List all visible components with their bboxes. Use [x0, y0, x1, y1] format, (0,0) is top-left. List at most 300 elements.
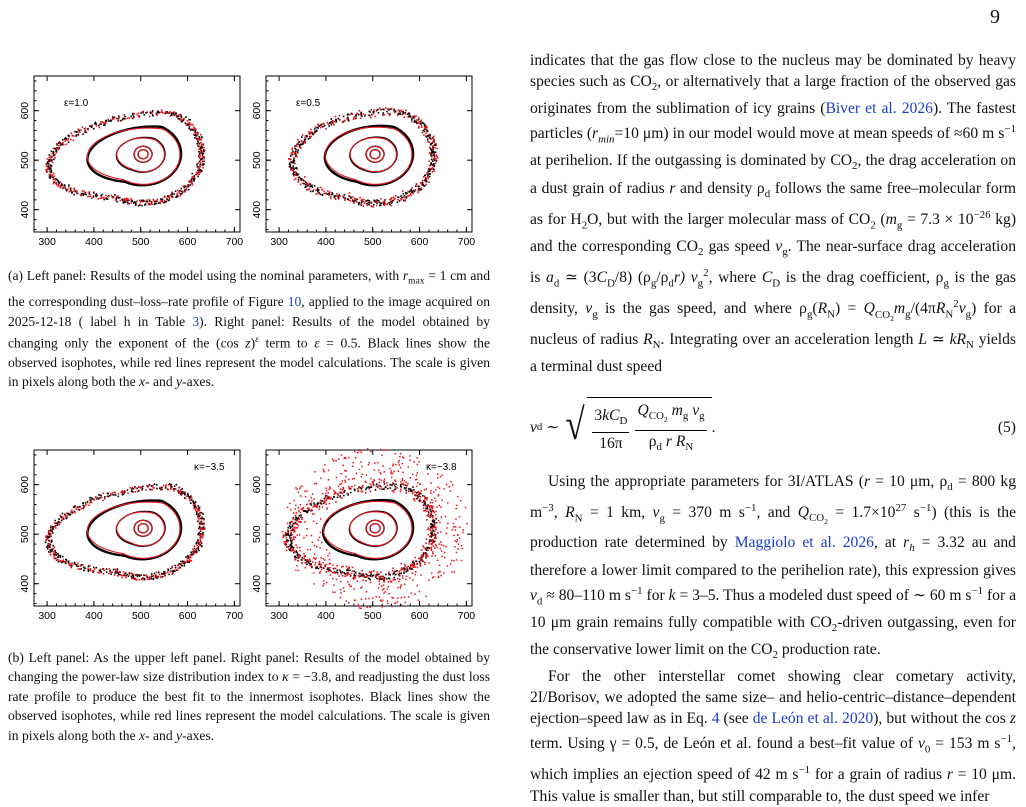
model-point — [434, 530, 436, 532]
model-point — [53, 556, 55, 558]
model-point — [344, 120, 346, 122]
model-point — [65, 188, 67, 190]
model-point — [408, 491, 410, 493]
model-point — [417, 192, 419, 194]
model-point — [196, 172, 198, 174]
model-point — [361, 203, 363, 205]
model-point — [177, 569, 179, 571]
observed-point — [118, 574, 120, 576]
model-point — [437, 547, 439, 549]
model-point — [346, 566, 348, 568]
model-point — [380, 198, 382, 200]
observed-point — [392, 573, 394, 575]
model-point — [440, 506, 442, 508]
observed-point — [201, 136, 203, 138]
model-point — [342, 487, 344, 489]
model-point — [314, 132, 316, 134]
model-point — [320, 557, 322, 559]
model-point — [119, 117, 121, 119]
model-point — [319, 537, 321, 539]
observed-point — [49, 549, 51, 551]
observed-point — [200, 518, 202, 520]
observed-point — [309, 137, 311, 139]
model-point — [201, 164, 203, 166]
model-point — [184, 118, 186, 120]
model-point — [413, 566, 415, 568]
observed-point — [88, 566, 90, 568]
model-point — [333, 572, 335, 574]
observed-point — [105, 121, 107, 123]
model-point — [402, 456, 404, 458]
model-point — [58, 184, 60, 186]
citation-link[interactable]: Maggiolo et al. 2026 — [734, 534, 874, 552]
model-point — [141, 489, 143, 491]
model-point — [330, 570, 332, 572]
model-point — [286, 537, 288, 539]
model-point — [333, 460, 335, 462]
model-point — [295, 569, 297, 571]
model-point — [59, 560, 61, 562]
model-point — [372, 206, 374, 208]
observed-point — [361, 488, 363, 490]
model-point — [51, 175, 53, 177]
observed-point — [430, 149, 432, 151]
observed-point — [293, 552, 295, 554]
model-point — [414, 491, 416, 493]
observed-point — [314, 185, 316, 187]
observed-point — [185, 556, 187, 558]
model-point — [71, 509, 73, 511]
model-point — [60, 181, 62, 183]
model-point — [375, 485, 377, 487]
model-point — [383, 580, 385, 582]
model-point — [88, 504, 90, 506]
model-point — [366, 474, 368, 476]
observed-point — [343, 495, 345, 497]
observed-point — [165, 487, 167, 489]
model-point — [127, 198, 129, 200]
observed-point — [395, 574, 397, 576]
model-point — [292, 147, 294, 149]
model-point — [54, 526, 56, 528]
model-point — [445, 516, 447, 518]
model-point — [325, 497, 327, 499]
observed-point — [336, 121, 338, 123]
model-point — [179, 487, 181, 489]
observed-point — [370, 575, 372, 577]
observed-point — [188, 128, 190, 130]
model-point — [346, 572, 348, 574]
model-point — [48, 157, 50, 159]
model-point — [309, 136, 311, 138]
observed-point — [75, 135, 77, 137]
model-point — [362, 113, 364, 115]
model-point — [402, 463, 404, 465]
x-tick-label: 300 — [270, 610, 288, 622]
observed-point — [424, 123, 426, 125]
observed-point — [420, 493, 422, 495]
model-point — [392, 579, 394, 581]
model-point — [379, 472, 381, 474]
model-point — [198, 520, 200, 522]
model-point — [368, 462, 370, 464]
model-point — [432, 577, 434, 579]
figure-link[interactable]: 10 — [287, 294, 302, 310]
model-point — [362, 573, 364, 575]
model-point — [89, 502, 91, 504]
y-tick-label: 600 — [251, 475, 263, 494]
observed-point — [421, 189, 423, 191]
model-point — [312, 542, 314, 544]
model-point — [410, 195, 412, 197]
model-point — [418, 117, 420, 119]
model-point — [418, 189, 420, 191]
model-point — [191, 555, 193, 557]
observed-point — [368, 204, 370, 206]
observed-point — [145, 203, 147, 205]
model-point — [329, 503, 331, 505]
model-point — [457, 496, 459, 498]
citation-link[interactable]: Biver et al. 2026 — [825, 100, 933, 118]
observed-point — [46, 536, 48, 538]
model-point — [423, 507, 425, 509]
observed-point — [317, 503, 319, 505]
model-point — [108, 573, 110, 575]
model-point — [370, 572, 372, 574]
observed-point — [109, 495, 111, 497]
observed-point — [314, 130, 316, 132]
observed-point — [110, 119, 112, 121]
observed-point — [85, 130, 87, 132]
observed-point — [361, 202, 363, 204]
model-point — [346, 575, 348, 577]
model-point — [400, 569, 402, 571]
observed-point — [312, 132, 314, 134]
model-point — [412, 579, 414, 581]
model-point — [427, 529, 429, 531]
panel-param-label: ε=1.0 — [64, 98, 89, 109]
model-point — [430, 482, 432, 484]
model-point — [342, 489, 344, 491]
citation-link[interactable]: de León et al. 2020 — [752, 710, 874, 728]
model-point — [124, 198, 126, 200]
model-point — [321, 569, 323, 571]
model-point — [289, 159, 291, 161]
model-point — [435, 162, 437, 164]
body-text — [530, 50, 1016, 807]
observed-point — [49, 154, 51, 156]
model-point — [431, 549, 433, 551]
model-point — [195, 509, 197, 511]
model-point — [293, 526, 295, 528]
model-point — [392, 597, 394, 599]
model-point — [47, 163, 49, 165]
model-point — [314, 505, 316, 507]
observed-point — [434, 156, 436, 158]
observed-point — [202, 513, 204, 515]
model-point — [91, 197, 93, 199]
model-point — [296, 527, 298, 529]
model-point — [345, 600, 347, 602]
observed-point — [354, 573, 356, 575]
x-tick-label: 300 — [270, 236, 288, 248]
model-point — [70, 189, 72, 191]
observed-point — [147, 201, 149, 203]
model-point — [404, 602, 406, 604]
model-point — [418, 491, 420, 493]
model-point — [357, 580, 359, 582]
model-point — [307, 549, 309, 551]
model-point — [169, 111, 171, 113]
model-point — [110, 571, 112, 573]
observed-point — [158, 202, 160, 204]
observed-point — [153, 578, 155, 580]
observed-point — [68, 562, 70, 564]
model-point — [180, 119, 182, 121]
model-point — [399, 579, 401, 581]
model-point — [90, 195, 92, 197]
model-point — [394, 579, 396, 581]
model-point — [349, 114, 351, 116]
model-point — [201, 144, 203, 146]
model-point — [168, 484, 170, 486]
model-point — [365, 598, 367, 600]
observed-point — [61, 520, 63, 522]
model-point — [376, 205, 378, 207]
observed-point — [152, 114, 154, 116]
model-point — [309, 558, 311, 560]
observed-point — [171, 196, 173, 198]
model-point — [427, 141, 429, 143]
model-point — [167, 112, 169, 114]
model-point — [198, 173, 200, 175]
model-point — [315, 126, 317, 128]
observed-point — [320, 503, 322, 505]
model-point — [385, 107, 387, 109]
observed-point — [151, 575, 153, 577]
caption-a: (a) Left panel: Results of the model using the nominal parameters, with $r_{max} = 1$ cm and the corresponding dust–loss–rate profile of Figure 10, applied to the image acquired on 2025-12-18 ( label h in Table 3). Right panel: Results of the model obtained by changing only the exponent of the (cos z)$^\varepsilon$ term to ε = 0.5. Black lines show the observed isophotes, while red lines represent the model calculations. The scale is given in pixels along both the x- and y-axes. — [8, 268, 490, 390]
observed-point — [139, 575, 141, 577]
observed-point — [358, 114, 360, 116]
model-point — [391, 477, 393, 479]
model-point — [306, 183, 308, 185]
model-point — [156, 572, 158, 574]
model-point — [402, 472, 404, 474]
model-point — [112, 197, 114, 199]
model-point — [57, 559, 59, 561]
model-point — [415, 557, 417, 559]
observed-point — [353, 570, 355, 572]
model-point — [287, 507, 289, 509]
observed-point — [433, 168, 435, 170]
model-point — [289, 546, 291, 548]
model-point — [196, 174, 198, 176]
model-point — [384, 471, 386, 473]
model-point — [294, 559, 296, 561]
model-point — [296, 512, 298, 514]
observed-point — [172, 193, 174, 195]
model-point — [441, 474, 443, 476]
model-point — [62, 560, 64, 562]
model-point — [387, 485, 389, 487]
model-point — [358, 575, 360, 577]
model-point — [358, 491, 360, 493]
model-point — [412, 491, 414, 493]
model-point — [430, 543, 432, 545]
observed-point — [133, 116, 135, 118]
model-point — [432, 167, 434, 169]
model-point — [308, 508, 310, 510]
model-point — [427, 534, 429, 536]
observed-point — [162, 576, 164, 578]
model-point — [392, 465, 394, 467]
model-point — [382, 465, 384, 467]
model-point — [368, 488, 370, 490]
model-point — [323, 471, 325, 473]
model-point — [350, 574, 352, 576]
observed-point — [301, 136, 303, 138]
observed-point — [170, 568, 172, 570]
observed-point — [166, 199, 168, 201]
model-point — [342, 480, 344, 482]
observed-point — [432, 147, 434, 149]
observed-point — [434, 159, 436, 161]
equation-link[interactable]: 4 — [711, 710, 720, 728]
model-point — [398, 464, 400, 466]
model-point — [86, 132, 88, 134]
model-point — [459, 516, 461, 518]
model-point — [362, 485, 364, 487]
model-point — [432, 502, 434, 504]
model-point — [430, 540, 432, 542]
observed-point — [295, 519, 297, 521]
observed-point — [74, 562, 76, 564]
model-point — [444, 557, 446, 559]
model-point — [373, 113, 375, 115]
model-point — [427, 172, 429, 174]
model-point — [436, 537, 438, 539]
model-point — [435, 527, 437, 529]
observed-point — [117, 496, 119, 498]
observed-point — [373, 111, 375, 113]
model-point — [365, 580, 367, 582]
observed-point — [419, 500, 421, 502]
model-point — [361, 586, 363, 588]
model-point — [186, 495, 188, 497]
model-point — [102, 573, 104, 575]
model-point — [304, 142, 306, 144]
observed-point — [199, 136, 201, 138]
model-point — [421, 549, 423, 551]
model-point — [402, 478, 404, 480]
observed-point — [422, 182, 424, 184]
model-point — [327, 190, 329, 192]
observed-point — [297, 149, 299, 151]
observed-point — [77, 566, 79, 568]
observed-point — [290, 543, 292, 545]
model-point — [436, 154, 438, 156]
model-point — [433, 139, 435, 141]
model-point — [293, 538, 295, 540]
y-tick-label: 600 — [251, 101, 263, 120]
model-point — [443, 488, 445, 490]
observed-point — [193, 179, 195, 181]
observed-point — [330, 118, 332, 120]
observed-point — [405, 490, 407, 492]
model-point — [128, 117, 130, 119]
observed-point — [395, 111, 397, 113]
model-point — [198, 543, 200, 545]
observed-point — [428, 511, 430, 513]
model-point — [396, 487, 398, 489]
model-point — [323, 191, 325, 193]
model-point — [145, 489, 147, 491]
model-point — [425, 553, 427, 555]
model-point — [354, 599, 356, 601]
model-point — [103, 197, 105, 199]
model-point — [323, 567, 325, 569]
model-point — [187, 120, 189, 122]
observed-point — [305, 182, 307, 184]
observed-point — [288, 546, 290, 548]
model-point — [170, 115, 172, 117]
model-point — [425, 132, 427, 134]
model-point — [314, 564, 316, 566]
model-point — [383, 481, 385, 483]
observed-point — [187, 186, 189, 188]
observed-point — [314, 128, 316, 130]
observed-point — [189, 497, 191, 499]
observed-point — [390, 487, 392, 489]
model-point — [404, 199, 406, 201]
model-point — [121, 491, 123, 493]
observed-point — [79, 506, 81, 508]
model-point — [362, 486, 364, 488]
model-point — [435, 536, 437, 538]
table-link[interactable]: 3 — [192, 313, 200, 329]
observed-point — [175, 196, 177, 198]
model-point — [338, 486, 340, 488]
model-point — [422, 132, 424, 134]
model-point — [295, 544, 297, 546]
model-point — [341, 573, 343, 575]
observed-point — [198, 513, 200, 515]
model-point — [366, 591, 368, 593]
model-point — [101, 121, 103, 123]
observed-point — [51, 541, 53, 543]
model-point — [336, 477, 338, 479]
observed-point — [432, 160, 434, 162]
model-point — [197, 133, 199, 135]
page-number: 9 — [990, 6, 1000, 28]
observed-point — [48, 536, 50, 538]
observed-point — [115, 494, 117, 496]
model-point — [99, 127, 101, 129]
observed-point — [104, 496, 106, 498]
observed-point — [196, 512, 198, 514]
model-point — [443, 572, 445, 574]
model-point — [405, 566, 407, 568]
observed-point — [171, 484, 173, 486]
model-point — [109, 568, 111, 570]
model-point — [129, 487, 131, 489]
model-point — [345, 476, 347, 478]
model-point — [424, 180, 426, 182]
model-point — [88, 191, 90, 193]
x-tick-label: 600 — [178, 610, 197, 622]
model-point — [400, 467, 402, 469]
model-point — [52, 162, 54, 164]
